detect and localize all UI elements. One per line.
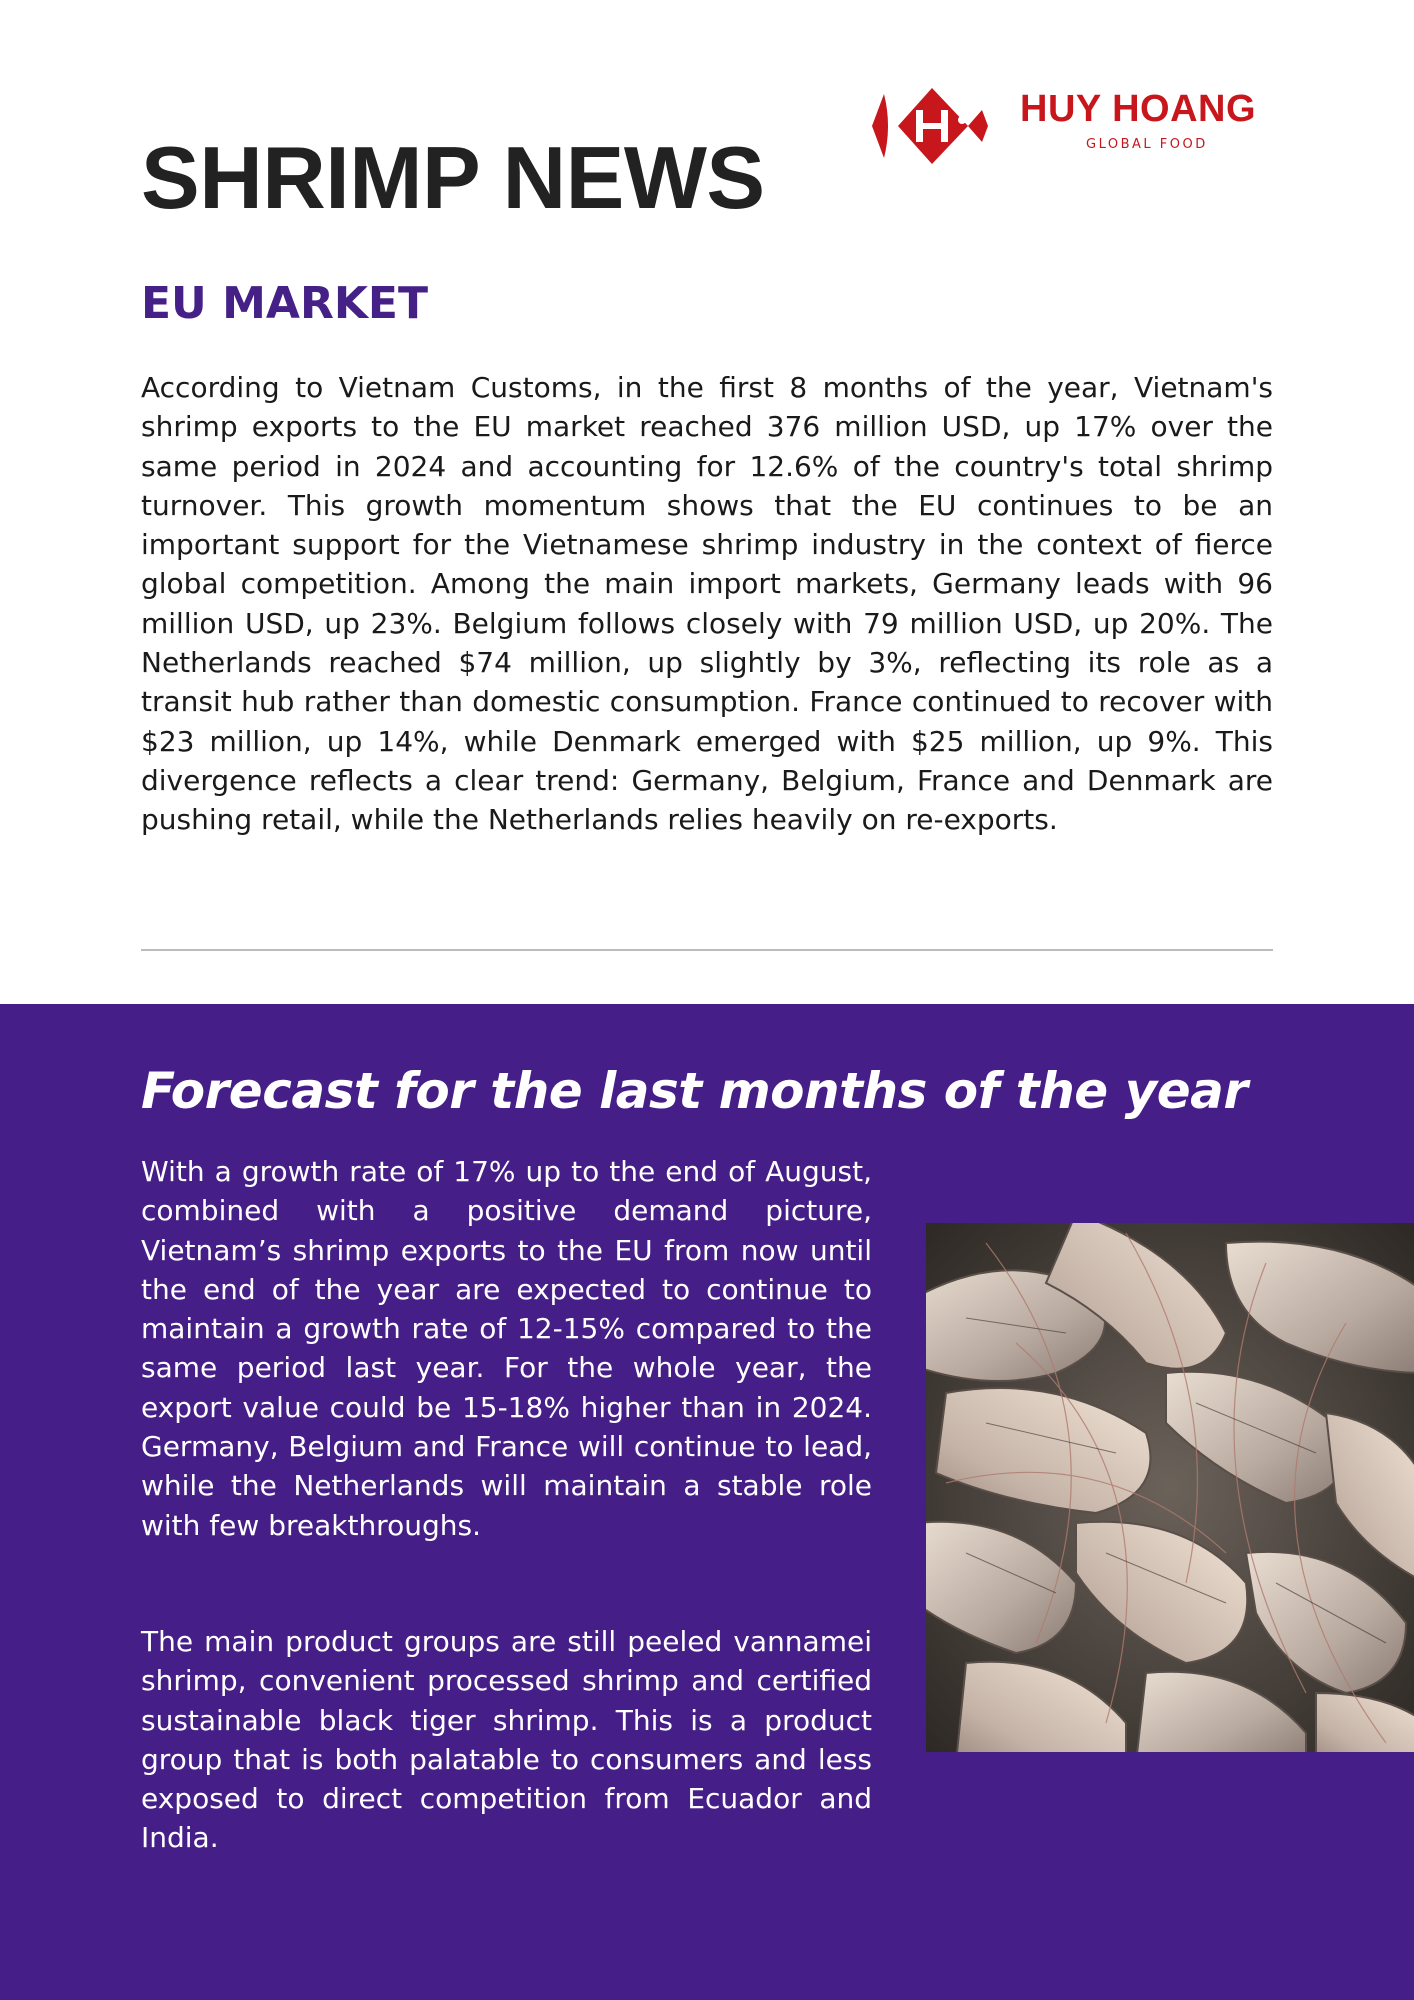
forecast-heading: Forecast for the last months of the year — [141, 1062, 1248, 1120]
page-title: SHRIMP NEWS — [141, 128, 765, 227]
fish-h-logo-icon — [870, 80, 990, 172]
section-divider — [141, 949, 1273, 951]
brand-tagline: GLOBAL FOOD — [1086, 137, 1208, 152]
forecast-paragraph-2: The main product groups are still peeled vannamei shrimp, convenient processed shrimp and certified sustainable black tiger shrimp. This is a product group that is both palatable to consumers and less exposed to direct competition from Ecuador and India. — [141, 1625, 872, 1855]
brand-logo — [870, 80, 1275, 172]
eu-market-heading: EU MARKET — [141, 278, 428, 329]
shrimp-photo — [926, 1223, 1414, 1752]
brand-name: HUY HOANG — [1020, 88, 1257, 130]
eu-market-body: According to Vietnam Customs, in the first 8 months of the year, Vietnam's shrimp exports to the EU market reached 376 million USD, up 17% over the same period in 2024 and accounting for 12.6% of the country's total shrimp turnover. This growth momentum shows that the EU continues to be an important support for the Vietnamese shrimp industry in the context of fierce global competition. Among the main import markets, Germany leads with 96 million USD, up 23%. Belgium follows closely with 79 million USD, up 20%. The Netherlands reached $74 million, up slightly by 3%, reflecting its role as a transit hub rather than domestic consumption. France continued to recover with $23 million, up 14%, while Denmark emerged with $25 million, up 9%. This divergence reflects a clear trend: Germany, Belgium, France and Denmark are pushing retail, while the Netherlands relies heavily on re-exports. — [141, 371, 1273, 837]
forecast-paragraph-1: With a growth rate of 17% up to the end of August, combined with a positive demand picture, Vietnam’s shrimp exports to the EU from now until the end of the year are expected to continue to maintain a growth rate of 12-15% compared to the same period last year. For the whole year, the export value could be 15-18% higher than in 2024. Germany, Belgium and France will continue to lead, while the Netherlands will maintain a stable role with few breakthroughs. — [141, 1155, 872, 1542]
